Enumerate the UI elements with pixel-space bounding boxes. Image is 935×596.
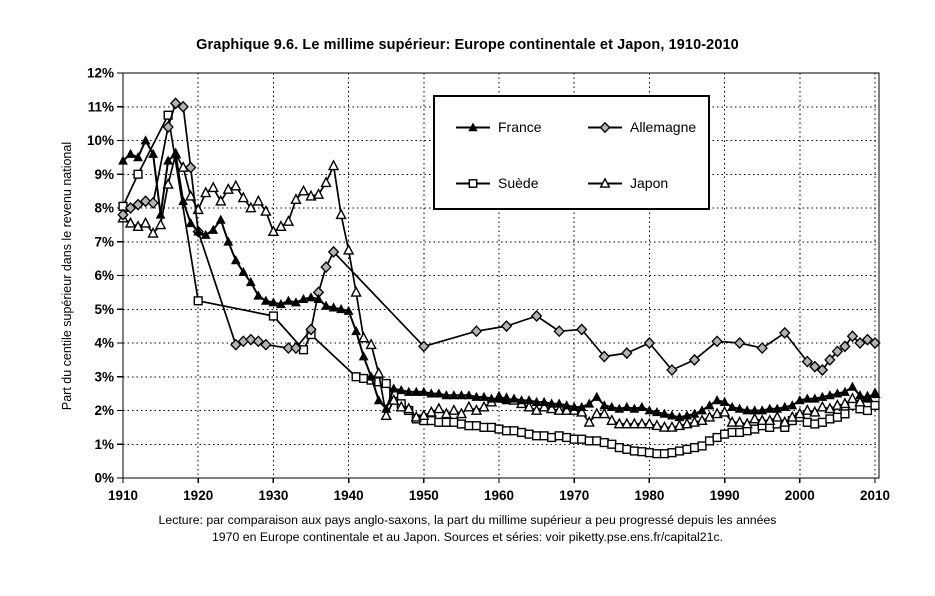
svg-text:5%: 5% [94,301,114,317]
svg-text:6%: 6% [94,268,114,283]
svg-text:1920: 1920 [183,488,214,503]
svg-text:1%: 1% [94,436,114,452]
x-tick-labels [108,488,890,503]
svg-text:1940: 1940 [333,488,364,503]
legend [433,95,710,210]
legend-label-suede: Suède [498,175,539,191]
chart-title: Graphique 9.6. Le millime supérieur: Europe continentale et Japon, 1910-2010 [196,37,739,53]
svg-text:1990: 1990 [709,488,740,503]
svg-text:3%: 3% [94,369,114,385]
svg-text:1960: 1960 [483,488,515,503]
svg-text:2000: 2000 [784,488,815,503]
legend-label-allemagne: Allemagne [630,119,697,135]
svg-text:1930: 1930 [258,488,289,503]
svg-text:2010: 2010 [859,488,891,503]
svg-text:9%: 9% [94,166,114,182]
svg-text:7%: 7% [94,234,114,250]
legend-item-japon [587,175,668,191]
legend-item-france [455,119,542,135]
caption-line-2: 1970 en Europe continentale et au Japon. Sources et séries: voir piketty.pse.ens.fr/capital21c. [211,530,724,544]
svg-text:1910: 1910 [107,488,139,503]
svg-text:8%: 8% [94,200,114,216]
svg-text:0%: 0% [94,470,114,486]
allemagne-line-marker-icon [587,119,623,135]
y-tick-labels [87,66,114,486]
france-line-marker-icon [455,119,491,135]
y-axis-title: Part du centile supérieur dans le revenu national [60,141,74,411]
svg-text:2%: 2% [94,403,114,418]
japon-line-marker-icon [587,175,623,191]
legend-item-suede [455,175,538,191]
legend-label-france: France [498,119,542,135]
caption [0,512,935,546]
legend-item-allemagne [587,119,696,135]
caption-line-1: Lecture: par comparaison aux pays anglo-saxons, la part du millime supérieur a peu progressé depuis les années [158,513,777,527]
svg-text:11%: 11% [87,99,114,115]
suede-line-marker-icon [455,175,491,191]
svg-text:4%: 4% [94,335,114,351]
svg-text:1980: 1980 [634,488,665,503]
svg-text:1970: 1970 [559,488,590,503]
legend-label-japon: Japon [630,175,669,191]
svg-text:12%: 12% [86,65,114,81]
svg-text:10%: 10% [86,133,114,148]
svg-text:1950: 1950 [408,488,439,503]
